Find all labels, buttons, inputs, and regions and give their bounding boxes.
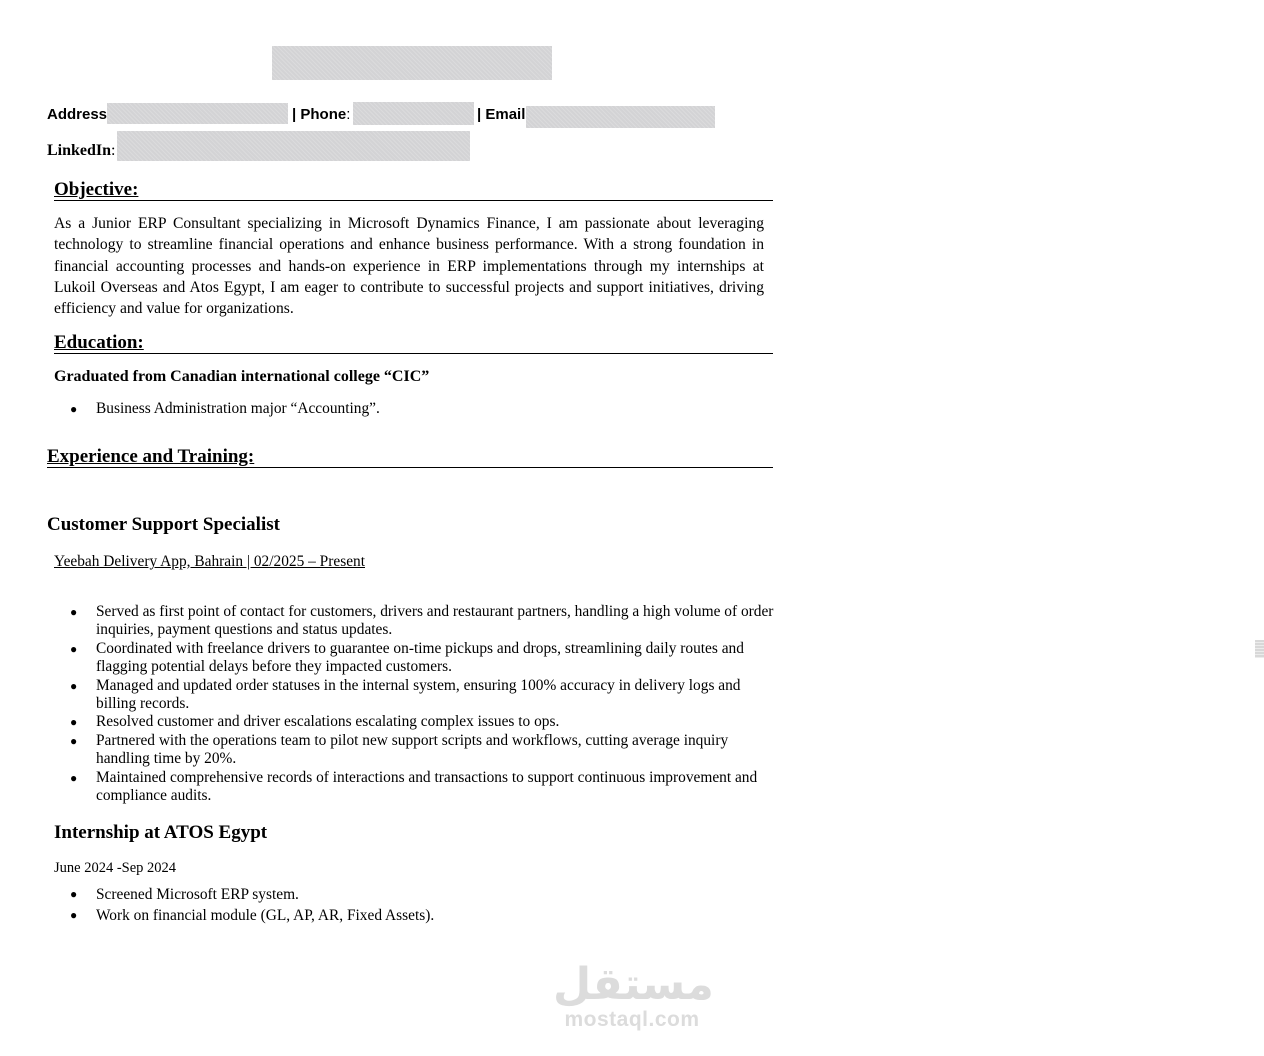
list-item: ● Resolved customer and driver escalations escalating complex issues to ops. — [54, 713, 774, 731]
scrollbar-marker[interactable] — [1255, 640, 1264, 658]
redacted-email — [526, 106, 715, 128]
job-company: Yeebah Delivery App, Bahrain | 02/2025 – Present — [54, 553, 365, 570]
list-item: ● Coordinated with freelance drivers to guarantee on-time pickups and drops, streamlining daily routes and flagging potential delays before they impacted customers. — [54, 640, 774, 677]
education-school: Graduated from Canadian international college “CIC” — [54, 368, 430, 385]
objective-heading: Objective: — [54, 180, 773, 201]
contact-linkedin-label: LinkedIn: — [47, 142, 116, 159]
contact-phone-label: | Phone: — [292, 106, 351, 123]
watermark-latin: mostaql.com — [564, 1008, 700, 1031]
list-item: ● Screened Microsoft ERP system. — [54, 884, 774, 905]
internship-title: Internship at ATOS Egypt — [54, 822, 268, 843]
internship-bullets — [54, 884, 774, 926]
contact-email-label: | Email — [477, 106, 526, 123]
job-bullets — [54, 603, 774, 805]
redacted-address — [107, 103, 288, 124]
list-item: ● Business Administration major “Accounting”. — [54, 400, 774, 418]
list-item: ● Partnered with the operations team to pilot new support scripts and workflows, cutting average inquiry handling time by 20%. — [54, 732, 774, 769]
education-heading: Education: — [54, 333, 773, 354]
list-item: ● Served as first point of contact for customers, drivers and restaurant partners, handling a high volume of order inquiries, payment questions and status updates. — [54, 603, 774, 640]
redacted-linkedin — [117, 131, 470, 161]
contact-address-label: Address — [47, 106, 108, 123]
objective-paragraph: As a Junior ERP Consultant specializing in Microsoft Dynamics Finance, I am passionate about leveraging technology to streamline financial operations and enhance business performance. With a strong foundation in financial accounting processes and hands-on experience in ERP implementations through my internships at Lukoil Overseas and Atos Egypt, I am eager to contribute to successful projects and support initiatives, driving efficiency and value for organizations. — [54, 215, 764, 318]
watermark-arabic: مستقل — [553, 959, 714, 1010]
list-item: ● Maintained comprehensive records of interactions and transactions to support continuous improvement and compliance audits. — [54, 769, 774, 806]
experience-heading: Experience and Training: — [47, 447, 773, 468]
education-list — [54, 400, 774, 418]
redacted-name — [272, 46, 552, 80]
redacted-phone — [353, 102, 474, 125]
watermark-logo — [553, 959, 714, 1032]
list-item: ● Managed and updated order statuses in the internal system, ensuring 100% accuracy in delivery logs and billing records. — [54, 677, 774, 714]
internship-dates: June 2024 -Sep 2024 — [54, 860, 177, 876]
job-title: Customer Support Specialist — [47, 514, 280, 535]
list-item: ● Work on financial module (GL, AP, AR, Fixed Assets). — [54, 905, 774, 926]
